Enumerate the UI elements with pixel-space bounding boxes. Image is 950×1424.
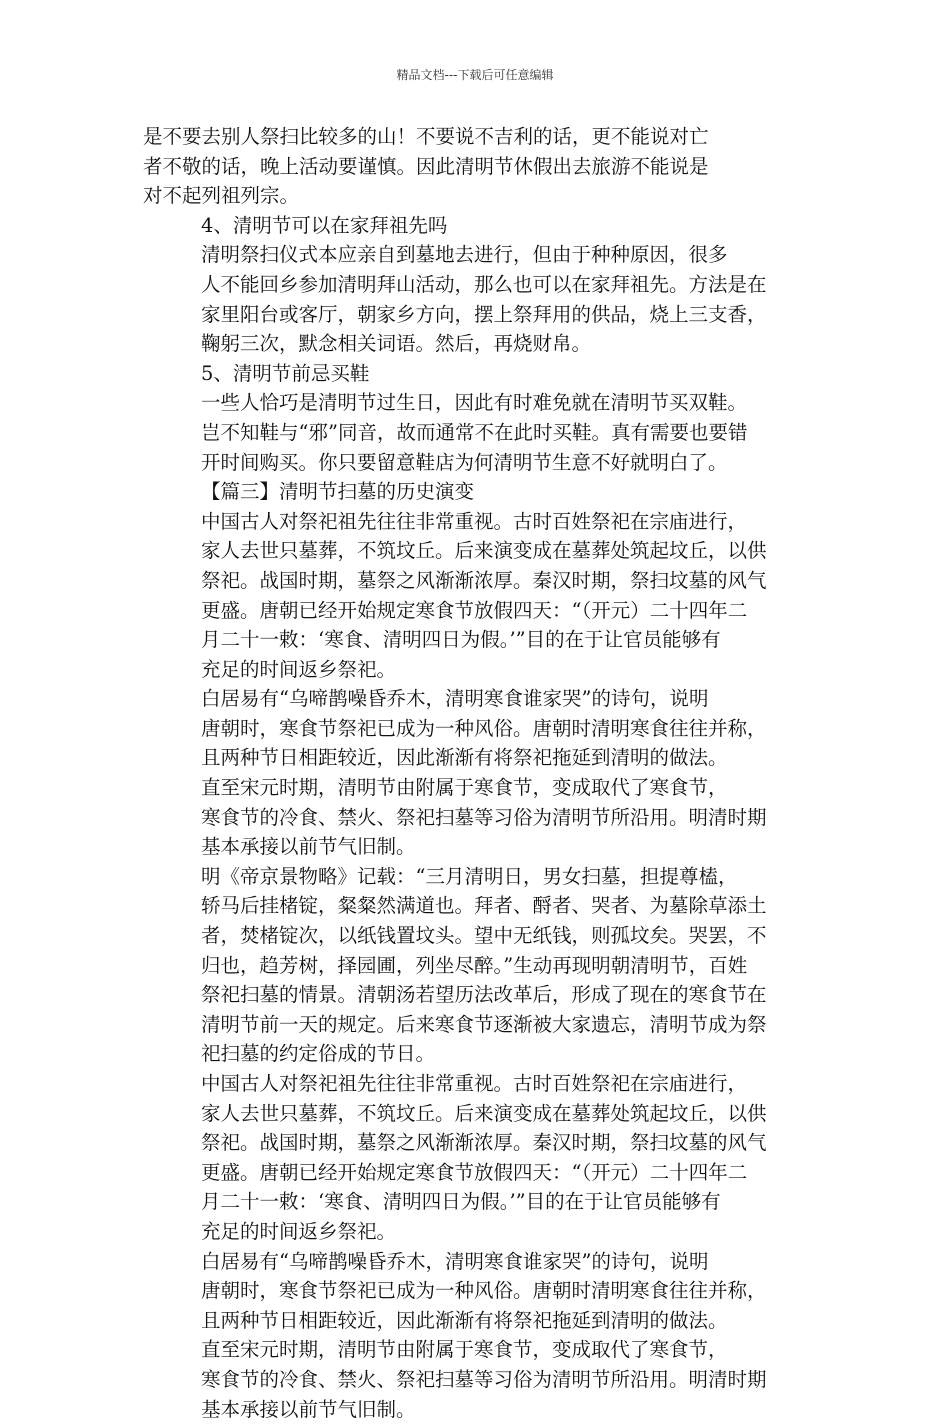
text-line: 直至宋元时期，清明节由附属于寒食节，变成取代了寒食节，	[201, 1338, 728, 1362]
paragraph	[143, 773, 813, 862]
text-line: 【篇三】清明节扫墓的历史演变	[201, 480, 475, 504]
text-line: 基本承接以前节气旧制。	[201, 1397, 416, 1421]
text-line: 直至宋元时期，清明节由附属于寒食节，变成取代了寒食节，	[201, 776, 728, 800]
text-line: 家人去世只墓葬，不筑坟丘。后来演变成在墓葬处筑起坟丘，以供	[201, 539, 767, 563]
text-line: 白居易有“乌啼鹊噪昏乔木，清明寒食谁家哭”的诗句，说明	[201, 1249, 709, 1273]
text-line: 5、清明节前忌买鞋	[201, 361, 370, 385]
text-line: 唐朝时，寒食节祭祀已成为一种风俗。唐朝时清明寒食往往并称，	[201, 716, 767, 740]
text-line: 开时间购买。你只要留意鞋店为何清明节生意不好就明白了。	[201, 450, 728, 474]
text-line: 清明祭扫仪式本应亲自到墓地去进行，但由于种种原因，很多	[201, 243, 728, 267]
paragraph	[143, 1335, 813, 1424]
text-line: 祭祀。战国时期，墓祭之风渐渐浓厚。秦汉时期，祭扫坟墓的风气	[201, 1131, 767, 1155]
text-line: 者，焚楮锭次，以纸钱置坟头。望中无纸钱，则孤坟矣。哭罢，不	[201, 924, 767, 948]
paragraph	[143, 359, 813, 389]
text-line: 4、清明节可以在家拜祖先吗	[201, 213, 448, 237]
paragraph	[143, 507, 813, 685]
paragraph	[143, 211, 813, 241]
text-line: 充足的时间返乡祭祀。	[201, 1219, 397, 1243]
text-line: 唐朝时，寒食节祭祀已成为一种风俗。唐朝时清明寒食往往并称，	[201, 1279, 767, 1303]
paragraph	[143, 862, 813, 1069]
text-line: 一些人恰巧是清明节过生日，因此有时难免就在清明节买双鞋。	[201, 391, 748, 415]
text-line: 家里阳台或客厅，朝家乡方向，摆上祭拜用的供品，烧上三支香，	[201, 302, 767, 326]
page-header: 精品文档---下载后可任意编辑	[396, 68, 554, 82]
text-line: 白居易有“乌啼鹊噪昏乔木，清明寒食谁家哭”的诗句，说明	[201, 687, 709, 711]
text-line: 中国古人对祭祀祖先往往非常重视。古时百姓祭祀在宗庙进行，	[201, 1072, 748, 1095]
text-line: 家人去世只墓葬，不筑坟丘。后来演变成在墓葬处筑起坟丘，以供	[201, 1101, 767, 1125]
text-line: 者不敬的话，晚上活动要谨慎。因此清明节休假出去旅游不能说是	[143, 154, 709, 178]
paragraph	[143, 477, 813, 507]
text-line: 寒食节的冷食、禁火、祭祀扫墓等习俗为清明节所沿用。明清时期	[201, 805, 767, 829]
text-line: 轿马后挂楮锭，粲粲然满道也。拜者、酹者、哭者、为墓除草添土	[201, 894, 767, 918]
text-line: 是不要去别人祭扫比较多的山！不要说不吉利的话，更不能说对亡	[143, 125, 709, 148]
text-line: 鞠躬三次，默念相关词语。然后，再烧财帛。	[201, 332, 592, 356]
text-line: 人不能回乡参加清明拜山活动，那么也可以在家拜祖先。方法是在	[201, 272, 767, 296]
paragraph	[143, 1247, 813, 1336]
text-line: 更盛。唐朝已经开始规定寒食节放假四天：“（开元）二十四年二	[201, 598, 748, 622]
paragraph	[143, 388, 813, 477]
text-line: 更盛。唐朝已经开始规定寒食节放假四天：“（开元）二十四年二	[201, 1160, 748, 1184]
text-line: 且两种节日相距较近，因此渐渐有将祭祀拖延到清明的做法。	[201, 746, 728, 770]
text-line: 充足的时间返乡祭祀。	[201, 657, 397, 681]
text-line: 清明节前一天的规定。后来寒食节逐渐被大家遗忘，清明节成为祭	[201, 1012, 767, 1036]
text-line: 祭祀。战国时期，墓祭之风渐渐浓厚。秦汉时期，祭扫坟墓的风气	[201, 568, 767, 592]
text-line: 寒食节的冷食、禁火、祭祀扫墓等习俗为清明节所沿用。明清时期	[201, 1367, 767, 1391]
document-body	[143, 122, 813, 1424]
text-line: 归也，趋芳树，择园圃，列坐尽醉。”生动再现明朝清明节，百姓	[201, 953, 748, 977]
text-line: 对不起列祖列宗。	[143, 184, 300, 208]
text-line: 月二十一敕：‘寒食、清明四日为假。’”目的在于让官员能够有	[201, 628, 721, 652]
paragraph	[143, 122, 813, 211]
text-line: 祭祀扫墓的情景。清朝汤若望历法改革后，形成了现在的寒食节在	[201, 983, 767, 1007]
paragraph	[143, 1069, 813, 1247]
paragraph	[143, 240, 813, 358]
text-line: 月二十一敕：‘寒食、清明四日为假。’”目的在于让官员能够有	[201, 1190, 721, 1214]
paragraph	[143, 684, 813, 773]
text-line: 明《帝京景物略》记载：“三月清明日，男女扫墓，担提尊榼，	[201, 864, 738, 888]
text-line: 且两种节日相距较近，因此渐渐有将祭祀拖延到清明的做法。	[201, 1308, 728, 1332]
text-line: 岂不知鞋与“邪”同音，故而通常不在此时买鞋。真有需要也要错	[201, 420, 748, 444]
text-line: 中国古人对祭祀祖先往往非常重视。古时百姓祭祀在宗庙进行，	[201, 509, 748, 533]
text-line: 祀扫墓的约定俗成的节日。	[201, 1042, 436, 1066]
text-line: 基本承接以前节气旧制。	[201, 835, 416, 859]
